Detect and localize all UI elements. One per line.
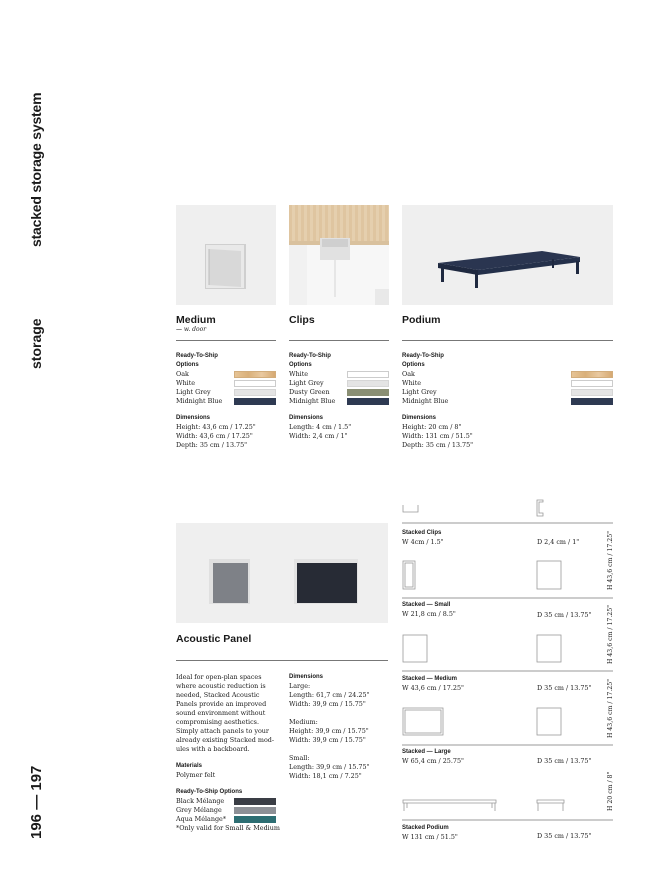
desc-line: Panels provide an improved bbox=[176, 700, 267, 708]
clips-option-row bbox=[289, 397, 389, 406]
diagram-caption bbox=[402, 748, 464, 765]
black-melange-swatch bbox=[234, 798, 276, 805]
clips-option-row bbox=[289, 388, 389, 397]
dim-spacer bbox=[289, 709, 389, 718]
clips-side-drawing bbox=[537, 500, 543, 516]
podium-side-drawing bbox=[537, 800, 564, 811]
catalog-title: stacked storage system bbox=[28, 92, 44, 247]
medium-dimensions-label: Dimensions bbox=[176, 415, 211, 421]
dim-line: Small: bbox=[289, 754, 310, 762]
diagram-width: W 43,6 cm / 17.25" bbox=[402, 684, 464, 692]
medium-option-row bbox=[176, 379, 276, 388]
acoustic-option-row bbox=[176, 815, 276, 824]
option-name: Oak bbox=[176, 370, 189, 378]
clips-option-row bbox=[289, 379, 389, 388]
dusty-green-swatch bbox=[347, 389, 389, 396]
diagram-depth: D 35 cm / 13.75" bbox=[537, 832, 592, 840]
medium-options bbox=[176, 352, 276, 450]
option-name: Midnight Blue bbox=[176, 397, 223, 405]
dim-line: Height: 39,9 cm / 15.75" bbox=[289, 727, 369, 735]
acoustic-option-row bbox=[176, 806, 276, 815]
option-name: Oak bbox=[402, 370, 415, 378]
clips-image bbox=[289, 205, 389, 305]
materials-label: Materials bbox=[176, 763, 203, 769]
dim-line: Width: 39,9 cm / 15.75" bbox=[289, 736, 366, 744]
light-grey-swatch bbox=[234, 389, 276, 396]
desc-line: compromising aesthetics. bbox=[176, 718, 259, 726]
aqua-melange-swatch bbox=[234, 816, 276, 823]
option-name: Midnight Blue bbox=[289, 397, 336, 405]
podium-option-row bbox=[402, 379, 613, 388]
acoustic-illustration bbox=[176, 523, 388, 623]
diagram-height: H 43,6 cm / 17.25" bbox=[607, 678, 614, 738]
podium-rule bbox=[402, 340, 613, 341]
medium-cabinet-illustration bbox=[176, 205, 276, 305]
desc-line: Simply attach panels to your bbox=[176, 727, 269, 735]
white-swatch bbox=[571, 380, 613, 387]
option-name: Black Mélange bbox=[176, 797, 225, 805]
oak-swatch bbox=[571, 371, 613, 378]
acoustic-description bbox=[176, 673, 281, 833]
podium-dim-width: Width: 131 cm / 51.5" bbox=[402, 432, 473, 440]
diagram-width: W 131 cm / 51.5" bbox=[402, 833, 458, 841]
acoustic-note: *Only valid for Small & Medium bbox=[176, 824, 280, 832]
diagram-name: Stacked — Small bbox=[402, 602, 451, 608]
small-front-inner bbox=[405, 563, 413, 587]
dim-line: Large: bbox=[289, 682, 311, 690]
acoustic-rts-label: Ready-To-Ship Options bbox=[176, 789, 243, 795]
midnight-blue-swatch bbox=[571, 398, 613, 405]
podium-dim-height: Height: 20 cm / 8" bbox=[402, 423, 462, 431]
option-name: Light Grey bbox=[176, 388, 211, 396]
dim-line: Length: 39,9 cm / 15.75" bbox=[289, 763, 370, 771]
dim-line: Length: 61,7 cm / 24.25" bbox=[289, 691, 370, 699]
small-front-drawing bbox=[403, 561, 415, 589]
medium-rule bbox=[176, 340, 276, 341]
diagram-height: H 43,6 cm / 17.25" bbox=[607, 604, 614, 664]
diagram-depth: D 2,4 cm / 1" bbox=[537, 538, 580, 546]
diagram-width: W 21,8 cm / 8.5" bbox=[402, 610, 456, 618]
midnight-blue-swatch bbox=[234, 398, 276, 405]
grey-melange-swatch bbox=[234, 807, 276, 814]
medium-option-row bbox=[176, 388, 276, 397]
large-side-drawing bbox=[537, 708, 561, 735]
medium-option-row bbox=[176, 397, 276, 406]
medium-title: Medium bbox=[176, 314, 216, 326]
diagram-caption bbox=[402, 601, 456, 618]
section-label: storage bbox=[28, 318, 44, 369]
light-grey-swatch bbox=[571, 389, 613, 396]
acoustic-dimensions bbox=[289, 673, 389, 781]
option-name: Midnight Blue bbox=[402, 397, 449, 405]
medium-front-drawing bbox=[403, 635, 427, 662]
clips-dim-width: Width: 2,4 cm / 1" bbox=[289, 432, 348, 440]
diagram-width: W 65,4 cm / 25.75" bbox=[402, 757, 464, 765]
option-name: Grey Mélange bbox=[176, 806, 222, 814]
medium-dim-width: Width: 43,6 cm / 17.25" bbox=[176, 432, 253, 440]
medium-side-drawing bbox=[537, 635, 561, 662]
oak-swatch bbox=[234, 371, 276, 378]
desc-line: needed, Stacked Acoustic bbox=[176, 691, 260, 699]
podium-illustration bbox=[402, 205, 613, 305]
medium-subtitle: — w. door bbox=[176, 326, 207, 333]
medium-option-row bbox=[176, 370, 276, 379]
option-name: Light Grey bbox=[289, 379, 324, 387]
podium-options bbox=[402, 352, 613, 450]
diagram-caption bbox=[402, 675, 464, 692]
diagram-height: H 43,6 cm / 17.25" bbox=[607, 530, 614, 590]
diagram-name: Stacked Clips bbox=[402, 530, 442, 536]
medium-options-label: Options bbox=[176, 362, 199, 368]
option-name: Dusty Green bbox=[289, 388, 330, 396]
desc-line: Ideal for open-plan spaces bbox=[176, 673, 262, 681]
clips-options bbox=[289, 352, 389, 441]
diagram-caption bbox=[402, 529, 444, 546]
option-name: White bbox=[402, 379, 422, 387]
acoustic-title: Acoustic Panel bbox=[176, 633, 252, 645]
medium-image bbox=[176, 205, 276, 305]
medium-rts-label: Ready-To-Ship bbox=[176, 353, 218, 359]
diagram-name: Stacked — Large bbox=[402, 749, 451, 755]
desc-line: already existing Stacked mod- bbox=[176, 736, 275, 744]
dim-line: Width: 18,1 cm / 7.25" bbox=[289, 772, 362, 780]
medium-dim-height: Height: 43,6 cm / 17.25" bbox=[176, 423, 256, 431]
desc-line: sound environment without bbox=[176, 709, 266, 717]
option-name: Aqua Mélange* bbox=[176, 815, 227, 823]
white-swatch bbox=[347, 371, 389, 378]
medium-dim-depth: Depth: 35 cm / 13.75" bbox=[176, 441, 248, 449]
acoustic-option-row bbox=[176, 797, 276, 806]
clips-front-drawing bbox=[403, 505, 418, 512]
podium-rts-label: Ready-To-Ship bbox=[402, 353, 444, 359]
podium-option-row bbox=[402, 397, 613, 406]
midnight-blue-swatch bbox=[347, 398, 389, 405]
option-name: White bbox=[289, 370, 309, 378]
acoustic-image bbox=[176, 523, 388, 623]
diagram-depth: D 35 cm / 13.75" bbox=[537, 757, 592, 765]
diagram-name: Stacked Podium bbox=[402, 825, 449, 831]
podium-dim-depth: Depth: 35 cm / 13.75" bbox=[402, 441, 474, 449]
option-name: White bbox=[176, 379, 196, 387]
podium-option-row bbox=[402, 370, 613, 379]
dim-line: Medium: bbox=[289, 718, 318, 726]
desc-line: ules with a backboard. bbox=[176, 745, 250, 753]
light-grey-swatch bbox=[347, 380, 389, 387]
clips-dim-length: Length: 4 cm / 1.5" bbox=[289, 423, 352, 431]
diagram-height: H 20 cm / 8" bbox=[607, 771, 614, 811]
podium-front-drawing bbox=[403, 800, 496, 811]
podium-option-row bbox=[402, 388, 613, 397]
diagram-width: W 4cm / 1.5" bbox=[402, 538, 444, 546]
clips-title: Clips bbox=[289, 314, 315, 326]
clips-dimensions-label: Dimensions bbox=[289, 415, 324, 421]
option-name: Light Grey bbox=[402, 388, 437, 396]
podium-title: Podium bbox=[402, 314, 441, 326]
clips-illustration bbox=[289, 205, 389, 305]
dim-line: Width: 39,9 cm / 15.75" bbox=[289, 700, 366, 708]
large-front-inner bbox=[405, 710, 441, 733]
desc-line: where acoustic reduction is bbox=[176, 682, 266, 690]
clips-rule bbox=[289, 340, 389, 341]
materials-value: Polymer felt bbox=[176, 771, 216, 779]
acoustic-dimensions-label: Dimensions bbox=[289, 674, 324, 680]
podium-image bbox=[402, 205, 613, 305]
podium-dimensions-label: Dimensions bbox=[402, 415, 437, 421]
diagram-name: Stacked — Medium bbox=[402, 676, 458, 682]
clips-options-label: Options bbox=[289, 362, 312, 368]
diagram-depth: D 35 cm / 13.75" bbox=[537, 684, 592, 692]
podium-options-label: Options bbox=[402, 362, 425, 368]
dim-spacer bbox=[289, 745, 389, 754]
diagram-depth: D 35 cm / 13.75" bbox=[537, 611, 592, 619]
diagram-caption bbox=[402, 824, 458, 841]
white-swatch bbox=[234, 380, 276, 387]
page-numbers: 196 — 197 bbox=[28, 765, 45, 839]
clips-rts-label: Ready-To-Ship bbox=[289, 353, 331, 359]
small-side-drawing bbox=[537, 561, 561, 589]
acoustic-rule bbox=[176, 660, 388, 661]
large-front-drawing bbox=[403, 708, 443, 735]
clips-option-row bbox=[289, 370, 389, 379]
